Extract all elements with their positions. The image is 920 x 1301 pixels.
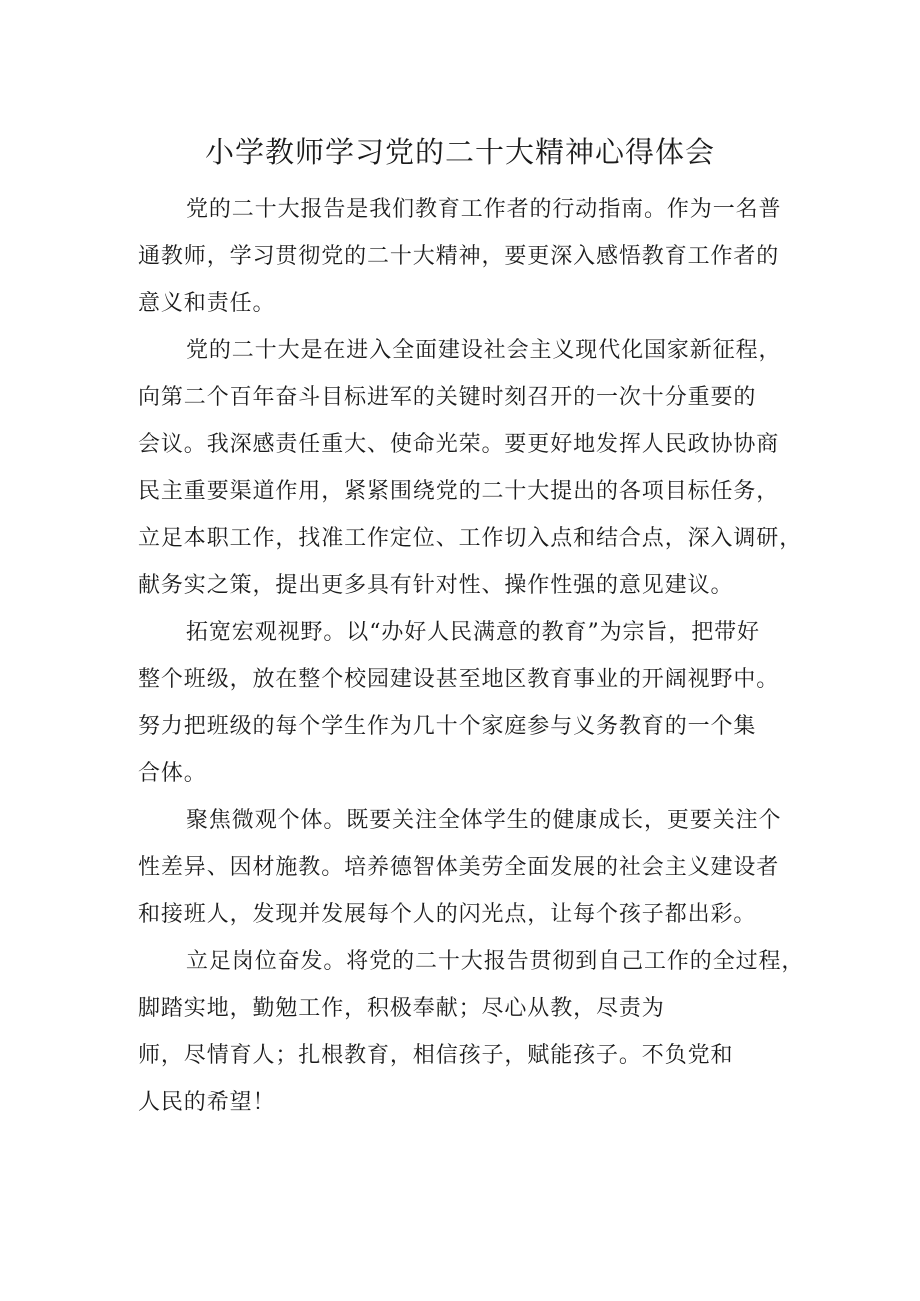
paragraph-line: 人民的希望！ (138, 1090, 276, 1115)
paragraph-line: 脚踏实地，勤勉工作，积极奉献；尽心从教，尽责为 (138, 996, 665, 1021)
paragraph-line: 合体。 (138, 761, 207, 786)
paragraph-line: 整个班级，放在整个校园建设甚至地区教育事业的开阔视野中。 (138, 667, 780, 692)
paragraph-line: 和接班人，发现并发展每个人的闪光点，让每个孩子都出彩。 (138, 902, 757, 927)
paragraph-line: 立足岗位奋发。将党的二十大报告贯彻到自己工作的全过程， (186, 949, 805, 974)
paragraph-line: 意义和责任。 (138, 291, 276, 316)
paragraph-line: 党的二十大是在进入全面建设社会主义现代化国家新征程， (186, 338, 782, 363)
paragraph-line: 立足本职工作，找准工作定位、工作切入点和结合点，深入调研， (138, 526, 803, 551)
paragraph-line: 性差异、因材施教。培养德智体美劳全面发展的社会主义建设者 (138, 855, 780, 880)
paragraph-line: 党的二十大报告是我们教育工作者的行动指南。作为一名普 (186, 197, 782, 222)
paragraph-line: 献务实之策，提出更多具有针对性、操作性强的意见建议。 (138, 573, 734, 598)
paragraph-line: 师，尽情育人；扎根教育，相信孩子，赋能孩子。不负党和 (138, 1043, 734, 1068)
paragraph-2 (138, 327, 803, 609)
paragraph-line: 通教师，学习贯彻党的二十大精神，要更深入感悟教育工作者的 (138, 244, 780, 269)
paragraph-line: 聚焦微观个体。既要关注全体学生的健康成长，更要关注个 (186, 808, 782, 833)
document-body (138, 186, 805, 1126)
paragraph-line: 向第二个百年奋斗目标进军的关键时刻召开的一次十分重要的 (138, 385, 757, 410)
document-title: 小学教师学习党的二十大精神心得体会 (204, 135, 715, 169)
paragraph-line: 民主重要渠道作用，紧紧围绕党的二十大提出的各项目标任务， (138, 479, 780, 504)
paragraph-5 (138, 938, 805, 1126)
paragraph-1 (138, 186, 798, 327)
paragraph-line: 努力把班级的每个学生作为几十个家庭参与义务教育的一个集 (138, 714, 757, 739)
paragraph-line: 会议。我深感责任重大、使命光荣。要更好地发挥人民政协协商 (138, 432, 780, 457)
paragraph-line: 拓宽宏观视野。以“办好人民满意的教育”为宗旨，把带好 (186, 620, 760, 645)
paragraph-4 (138, 797, 798, 938)
paragraph-3 (138, 609, 798, 797)
